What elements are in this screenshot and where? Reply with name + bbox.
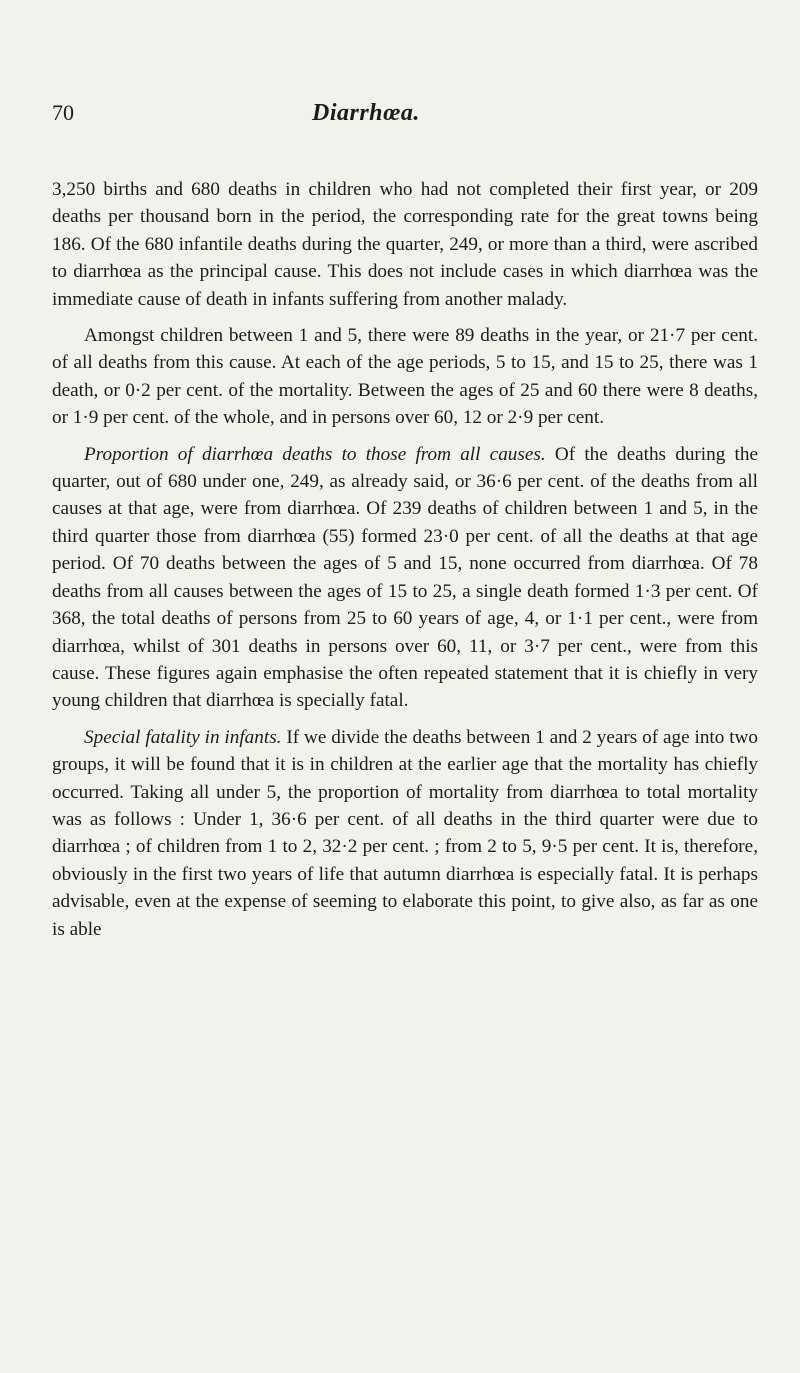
body-text (52, 176, 758, 943)
paragraph (52, 724, 758, 943)
paragraph-text: Amongst children between 1 and 5, there were 89 deaths in the year, or 21·7 per cent. of all deaths from this cause. At each of the age periods, 5 to 15, and 15 to 25, there was 1 death, or 0·2 per cent. of the mortality. Between the ages of 25 and 60 there were 8 deaths, or 1·9 per cent. of the whole, and in persons over 60, 12 or 2·9 per cent. (52, 325, 758, 429)
paragraph-text: If we divide the deaths between 1 and 2 years of age into two groups, it will be found that it is in children at the earlier age that the mortality has chiefly occurred. Taking all under 5, the proportion of mortality from diarrhœa to total mortality was as follows : Under 1, 36·6 per cent. of all deaths in the third quarter were due to diarrhœa ; of children from 1 to 2, 32·2 per cent. ; from 2 to 5, 9·5 per cent. It is, therefore, obviously in the first two years of life that autumn diarrhœa is especially fatal. It is perhaps advisable, even at the expense of seeming to elaborate this point, to give also, as far as one is able (52, 726, 759, 940)
running-head (52, 100, 752, 136)
paragraph-lead-in: Special fatality in infants. (84, 726, 282, 748)
paragraph-text: 3,250 births and 680 deaths in children who had not completed their first year, or 209 deaths per thousand born in the period, the corresponding rate for the great towns being 186. Of the 680 infantile deaths during the quarter, 249, or more than a third, were ascribed to diarrhœa as the principal cause. This does not include cases in which diarrhœa was the immediate cause of death in infants suffering from another malady. (52, 179, 758, 310)
paragraph (52, 322, 758, 432)
running-title: Diarrhœa. (312, 100, 420, 126)
paragraph-lead-in: Proportion of diarrhœa deaths to those from all causes. (84, 443, 546, 465)
paragraph-text: Of the deaths during the quarter, out of 680 under one, 249, as already said, or 36·6 per cent. of the deaths from all causes at that age, were from diarrhœa. Of 239 deaths of children between 1 and 5, in the third quarter those from diarrhœa (55) formed 23·0 per cent. of all the deaths at that age period. Of 70 deaths between the ages of 5 and 15, none occurred from diarrhœa. Of 78 deaths from all causes between the ages of 15 to 25, a single death formed 1·3 per cent. Of 368, the total deaths of persons from 25 to 60 years of age, 4, or 1·1 per cent., were from diarrhœa, whilst of 301 deaths in persons over 60, 11, or 3·7 per cent., were from this cause. These figures again emphasise the often repeated statement that it is chiefly in very young children that diarrhœa is specially fatal. (52, 443, 758, 712)
paragraph (52, 441, 758, 715)
paragraph (52, 176, 758, 313)
page-number: 70 (52, 100, 74, 125)
